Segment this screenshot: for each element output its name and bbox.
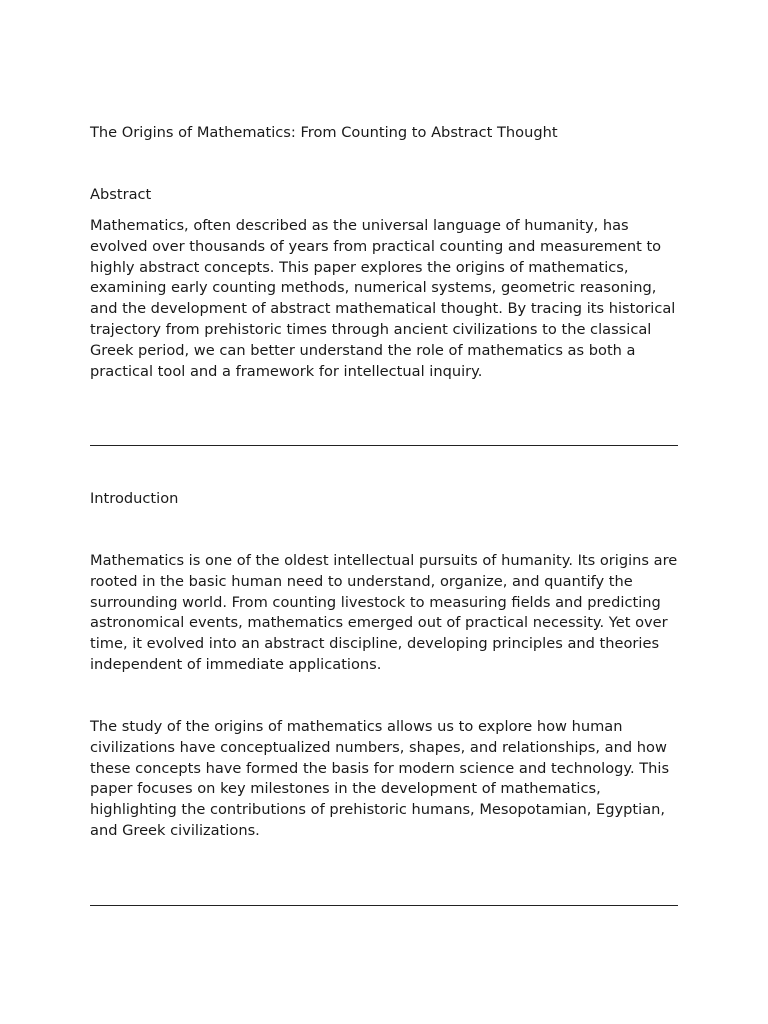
section-divider — [90, 445, 678, 446]
abstract-heading: Abstract — [90, 186, 152, 203]
introduction-paragraph: Mathematics is one of the oldest intellectual pursuits of humanity. Its origins are rooted in the basic human need to understand, organize, and quantify the surrounding world. From counting livestock to measuring fields and predicting astronomical events, mathematics emerged out of practical necessity. Yet over time, it evolved into an abstract discipline, developing principles and theories independent of immediate applications. — [90, 552, 678, 673]
section-divider — [90, 905, 678, 906]
abstract-body: Mathematics, often described as the universal language of humanity, has evolved over thousands of years from practical counting and measurement to highly abstract concepts. This paper explores the origins of mathematics, examining early counting methods, numerical systems, geometric reasoning, and the development of abstract mathematical thought. By tracing its historical trajectory from prehistoric times through ancient civilizations to the classical Greek period, we can better understand the role of mathematics as both a practical tool and a framework for intellectual inquiry. — [90, 217, 676, 380]
introduction-paragraph: The study of the origins of mathematics allows us to explore how human civilizations have conceptualized numbers, shapes, and relationships, and how these concepts have formed the basis for modern science and technology. This paper focuses on key milestones in the development of mathematics, highlighting the contributions of prehistoric humans, Mesopotamian, Egyptian, and Greek civilizations. — [90, 718, 670, 839]
introduction-heading: Introduction — [90, 490, 179, 507]
paper-title: The Origins of Mathematics: From Counting to Abstract Thought — [90, 124, 558, 141]
